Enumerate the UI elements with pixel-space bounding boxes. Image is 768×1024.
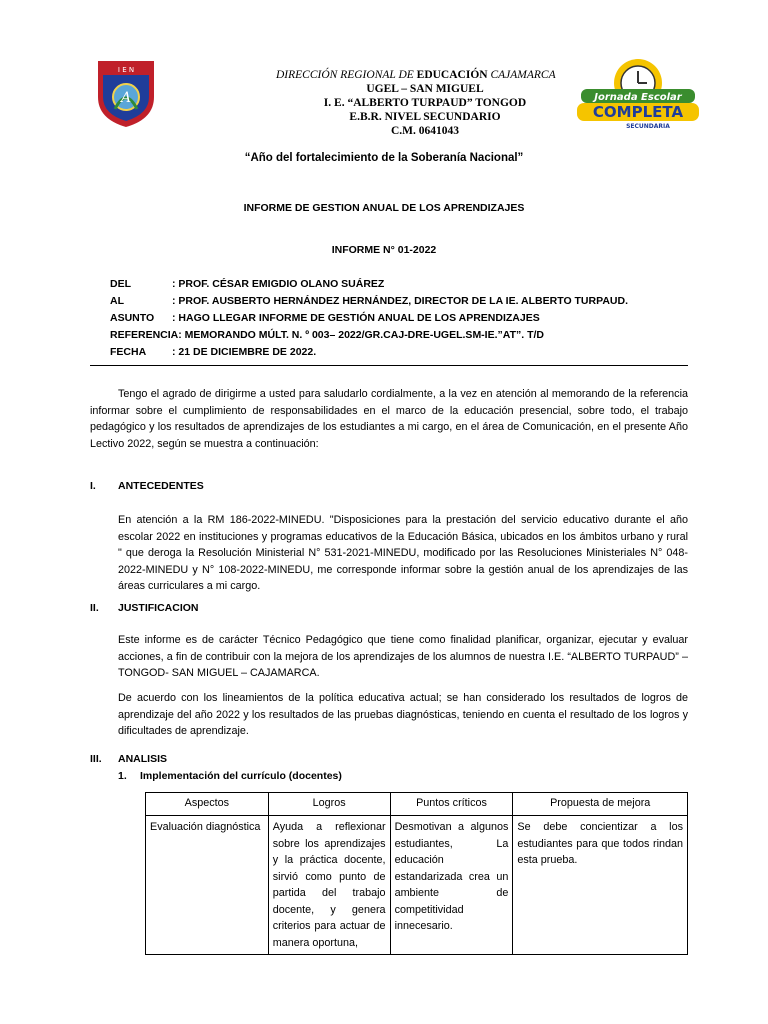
logo-main-text: COMPLETA bbox=[592, 103, 684, 121]
meta-reference: REFERENCIA: MEMORANDO MÚLT. N. º 003– 2022/GR.CAJ-DRE-UGEL.SM-IE.”AT”. T/D bbox=[110, 329, 544, 341]
header-divider bbox=[90, 365, 688, 366]
section-analisis-heading: III. ANALISIS bbox=[90, 753, 168, 765]
report-metadata bbox=[110, 276, 628, 361]
table-row bbox=[146, 816, 688, 955]
section-justificacion-text-1: Este informe es de carácter Técnico Pedagógico que tiene como finalidad planificar, organizar, ejecutar y evaluar acciones, a fin de contribuir con la mejora de los aprendizajes de los alumnos de nuestra I.E. “ALBERTO TURPAUD” – TONGOD- SAN MIGUEL – CAJAMARCA. bbox=[118, 634, 688, 679]
meta-date: FECHA : 21 DE DICIEMBRE DE 2022. bbox=[110, 346, 317, 358]
school-crest-logo bbox=[95, 57, 157, 129]
table-header-cell: Puntos críticos bbox=[390, 793, 513, 816]
curriculum-analysis-table bbox=[145, 792, 688, 955]
section-justificacion-text-2: De acuerdo con los lineamientos de la política educativa actual; se han considerado los resultados de logros de aprendizaje del año 2022 y los resultados de las pruebas diagnósticas, teniendo en cuenta el resultado de los logros y dificultades de aprendizaje. bbox=[118, 692, 688, 737]
crest-letters: I E N bbox=[117, 66, 135, 74]
header-line-level: E.B.R. NIVEL SECUNDARIO bbox=[349, 111, 501, 123]
report-title: INFORME DE GESTION ANUAL DE LOS APRENDIZAJES bbox=[243, 202, 525, 214]
institution-header bbox=[240, 68, 610, 138]
header-line-ugel: UGEL – SAN MIGUEL bbox=[366, 83, 484, 95]
table-cell-critical-points: Desmotivan a algunos estudiantes, La educación estandarizada crea un ambiente de competitividad innecesario. bbox=[390, 816, 513, 955]
logo-top-text: Jornada Escolar bbox=[594, 92, 682, 103]
table-cell-aspect: Evaluación diagnóstica bbox=[146, 816, 269, 955]
table-cell-achievements: Ayuda a reflexionar sobre los aprendizajes y la práctica docente, sirvió como punto de partida del trabajo docente, y genera criterios para actuar de manera oportuna, bbox=[268, 816, 390, 955]
table-header-cell: Logros bbox=[268, 793, 390, 816]
subsection-curriculum-heading: 1. Implementación del currículo (docentes) bbox=[118, 770, 342, 782]
meta-subject: ASUNTO : HAGO LLEGAR INFORME DE GESTIÓN ANUAL DE LOS APRENDIZAJES bbox=[110, 312, 540, 324]
svg-text:A: A bbox=[120, 90, 132, 106]
meta-to: AL : PROF. AUSBERTO HERNÁNDEZ HERNÁNDEZ, DIRECTOR DE LA IE. ALBERTO TURPAUD. bbox=[110, 295, 628, 307]
section-antecedentes-text: En atención a la RM 186-2022-MINEDU. "Disposiciones para la prestación del servicio educativo durante el año escolar 2022 en instituciones y programas educativos de la Educación Básica, ubicados en los ámbitos urbano y rural " que deroga la Resolución Ministerial N° 531-2021-MINEDU, modificado por las Resoluciones Ministeriales N° 048-2022-MINEDU y N° 108-2022-MINEDU, me corresponde informar sobre la gestión anual de los aprendizajes de las áreas curriculares a mi cargo. bbox=[118, 514, 688, 592]
meta-from: DEL : PROF. CÉSAR EMIGDIO OLANO SUÁREZ bbox=[110, 278, 385, 290]
intro-paragraph: Tengo el agrado de dirigirme a usted para saludarlo cordialmente, a la vez en atención al memorando de la referencia informar sobre el cumplimiento de responsabilidades en el marco de la educación presencial, sobre todo, el trabajo pedagógico y los resultados de aprendizajes de los estudiantes a mi cargo, en el área de Comunicación, en el presente Año Lectivo 2022, según se muestra a continuación: bbox=[90, 388, 688, 450]
year-motto: “Año del fortalecimiento de la Soberanía Nacional” bbox=[244, 152, 524, 164]
header-line-school: I. E. “ALBERTO TURPAUD” TONGOD bbox=[323, 97, 527, 109]
table-cell-improvement: Se debe concientizar a los estudiantes para que todos rindan esta prueba. bbox=[513, 816, 688, 955]
section-antecedentes-heading: I. ANTECEDENTES bbox=[90, 480, 204, 492]
header-line-code: C.M. 0641043 bbox=[390, 125, 460, 137]
report-number: INFORME N° 01-2022 bbox=[331, 244, 437, 256]
header-line-region: DIRECCIÓN REGIONAL DE EDUCACIÓN CAJAMARCA bbox=[276, 69, 556, 81]
table-header-cell: Propuesta de mejora bbox=[513, 793, 688, 816]
table-header-cell: Aspectos bbox=[146, 793, 269, 816]
section-justificacion-heading: II. JUSTIFICACION bbox=[90, 602, 199, 614]
logo-bottom-text: SECUNDARIA bbox=[626, 123, 670, 130]
table-header-row bbox=[146, 793, 688, 816]
jornada-escolar-completa-logo bbox=[573, 55, 703, 131]
